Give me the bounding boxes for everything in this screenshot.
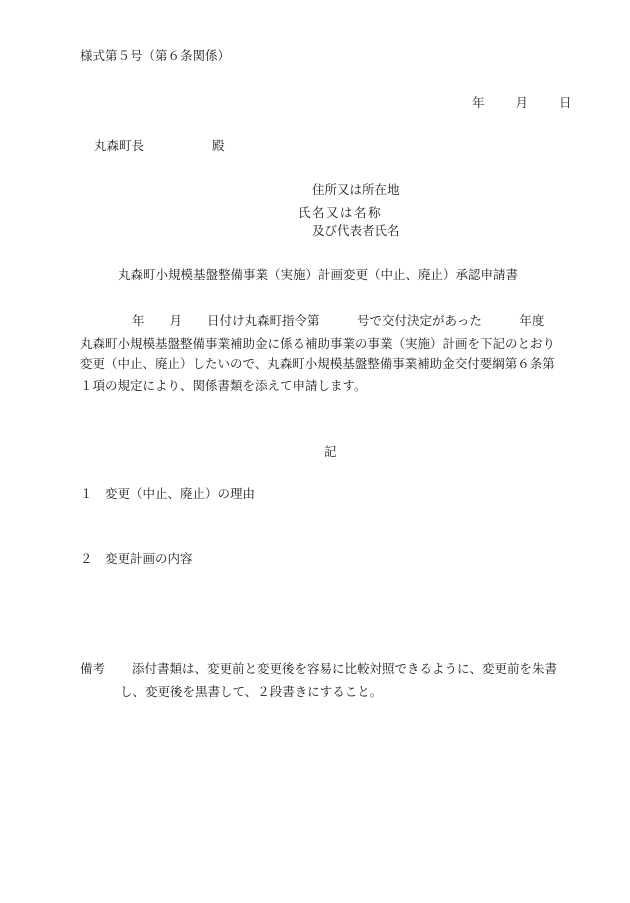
body-line-2: 丸森町小規模基盤整備事業補助金に係る補助事業の事業（実施）計画を下記のとおり bbox=[80, 336, 556, 351]
name-label: 氏名又は名称 bbox=[298, 205, 383, 220]
ki-heading: 記 bbox=[324, 444, 337, 459]
body-line-3: 変更（中止、廃止）したいので、丸森町小規模基盤整備事業補助金交付要綱第６条第 bbox=[80, 356, 555, 371]
form-number: 様式第５号（第６条関係） bbox=[80, 48, 231, 63]
note-line-2: し、変更後を黒書して、２段書きにすること。 bbox=[120, 684, 383, 699]
representative-label: 及び代表者氏名 bbox=[312, 223, 400, 238]
address-label: 住所又は所在地 bbox=[312, 182, 400, 197]
body-line-1: 年 月 日付け丸森町指令第 号で交付決定があった 年度 bbox=[132, 313, 545, 328]
addressee: 丸森町長 bbox=[94, 138, 145, 153]
item-change-reason: １ 変更（中止、廃止）の理由 bbox=[80, 486, 256, 501]
item-change-plan: ２ 変更計画の内容 bbox=[80, 551, 193, 566]
note-line-1: 添付書類は、変更前と変更後を容易に比較対照できるように、変更前を朱書 bbox=[132, 661, 558, 676]
note-label: 備考 bbox=[80, 661, 106, 676]
body-line-4: １項の規定により、関係書類を添えて申請します。 bbox=[80, 378, 367, 393]
date-line: 年 月 日 bbox=[472, 95, 574, 110]
honorific: 殿 bbox=[212, 138, 225, 153]
document-title: 丸森町小規模基盤整備事業（実施）計画変更（中止、廃止）承認申請書 bbox=[118, 267, 519, 282]
